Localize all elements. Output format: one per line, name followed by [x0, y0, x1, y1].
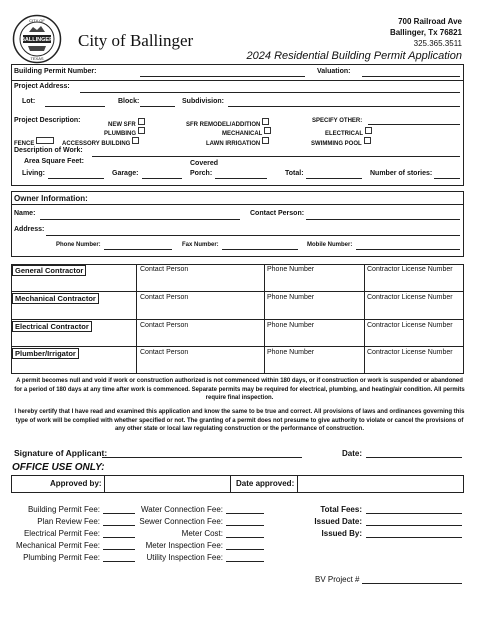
contractor-phone-header: Phone Number: [267, 266, 315, 273]
fee-label: Utility Inspection Fee:: [146, 553, 223, 562]
owner-mobile-label: Mobile Number:: [307, 242, 353, 248]
fee-label: Electrical Permit Fee:: [23, 529, 100, 538]
lawn-irrigation-checkbox[interactable]: [262, 137, 269, 144]
date-approved-label: Date approved:: [236, 479, 295, 488]
swimming-pool-checkbox[interactable]: [364, 137, 371, 144]
block-field[interactable]: [140, 106, 175, 107]
address-line-2: Ballinger, Tx 76821: [389, 28, 462, 37]
subdivision-label: Subdivision:: [182, 98, 224, 105]
bv-project-field[interactable]: [362, 583, 462, 584]
total-fees-field[interactable]: [366, 513, 462, 514]
issued-date-field[interactable]: [366, 525, 462, 526]
fee-label: Building Permit Fee:: [27, 505, 100, 514]
issued-date-label: Issued Date:: [314, 517, 362, 526]
electrical-option[interactable]: ELECTRICAL: [325, 127, 372, 137]
living-field[interactable]: [48, 178, 104, 179]
applicant-signature-label: Signature of Applicant:: [14, 448, 108, 458]
permit-number-label: Building Permit Number:: [14, 68, 97, 75]
garage-field[interactable]: [142, 178, 182, 179]
owner-name-field[interactable]: [40, 219, 240, 220]
porch-label: Porch:: [190, 170, 213, 177]
owner-fax-field[interactable]: [222, 249, 298, 250]
stories-label: Number of stories:: [370, 170, 433, 177]
city-seal-logo: [12, 14, 62, 64]
contractor-contact-header: Contact Person: [140, 322, 189, 329]
accessory-building-option[interactable]: ACCESSORY BUILDING: [62, 137, 139, 147]
swimming-pool-option[interactable]: SWIMMING POOL: [311, 137, 371, 147]
lawn-irrigation-option[interactable]: LAWN IRRIGATION: [206, 137, 269, 147]
owner-fax-label: Fax Number:: [182, 242, 219, 248]
fee-field[interactable]: [103, 549, 135, 550]
project-address-field[interactable]: [80, 92, 460, 93]
certification-notice: I hereby certify that I have read and examined this application and know the same to be true and correct. All provisions of laws and ordinances governing this type of work will be complied with whether specified or not. The granting of a permit does not presume to give authority to violate or cancel the provisions of any other state or local law regulating construction or the performance of construction.: [14, 409, 465, 432]
covered-label: Covered: [190, 160, 219, 167]
fee-field[interactable]: [226, 549, 264, 550]
area-square-feet-label: Area Square Feet:: [24, 158, 84, 165]
stories-field[interactable]: [434, 178, 460, 179]
fee-field[interactable]: [226, 513, 264, 514]
owner-contact-label: Contact Person:: [250, 210, 305, 217]
sfr-remodel-checkbox[interactable]: [262, 118, 269, 125]
electrical-checkbox[interactable]: [365, 127, 372, 134]
city-name: City of Ballinger: [78, 31, 194, 50]
owner-contact-field[interactable]: [306, 219, 460, 220]
specify-other-label: SPECIFY OTHER:: [312, 118, 363, 124]
fee-field[interactable]: [226, 525, 264, 526]
total-fees-label: Total Fees:: [320, 505, 362, 514]
fee-field[interactable]: [226, 561, 264, 562]
approved-by-label: Approved by:: [50, 479, 102, 488]
new-sfr-checkbox[interactable]: [138, 118, 145, 125]
owner-name-label: Name:: [14, 210, 36, 217]
contractor-mechanical-label: Mechanical Contractor: [12, 293, 99, 304]
owner-address-field[interactable]: [46, 235, 460, 236]
fee-field[interactable]: [103, 561, 135, 562]
lot-label: Lot:: [22, 98, 36, 105]
fee-label: Meter Inspection Fee:: [145, 541, 223, 550]
valuation-label: Valuation:: [317, 68, 351, 75]
contractor-license-header: Contractor License Number: [367, 294, 453, 301]
null-void-notice: A permit becomes null and void if work or construction authorized is not commenced within 180 days, or if construction or work is suspended or abandoned for a period of 180 days at any time after work is commenced. Separate permits may be required for electrical, plumbing, and heating/air condition. All permits require final inspection.: [14, 378, 465, 401]
valuation-field[interactable]: [362, 76, 460, 77]
description-of-work-label: Description of Work:: [14, 147, 83, 154]
contractor-general-label: General Contractor: [12, 265, 86, 276]
svg-text:BALLINGER: BALLINGER: [20, 37, 54, 44]
subdivision-field[interactable]: [228, 106, 460, 107]
fee-label: Meter Cost:: [181, 529, 223, 538]
fee-label: Mechanical Permit Fee:: [15, 541, 100, 550]
permit-number-field[interactable]: [140, 76, 305, 77]
owner-phone-field[interactable]: [104, 249, 172, 250]
fee-label: Plumbing Permit Fee:: [23, 553, 100, 562]
project-description-label: Project Description:: [14, 117, 81, 124]
plumbing-checkbox[interactable]: [138, 127, 145, 134]
fence-checkbox[interactable]: [36, 137, 54, 144]
accessory-building-checkbox[interactable]: [132, 137, 139, 144]
fence-option[interactable]: FENCE: [14, 137, 54, 147]
total-field[interactable]: [306, 178, 362, 179]
garage-label: Garage:: [112, 170, 139, 177]
fee-field[interactable]: [103, 525, 135, 526]
specify-other-field[interactable]: [368, 124, 460, 125]
contractor-plumber-label: Plumber/Irrigator: [12, 348, 79, 359]
contractor-electrical-label: Electrical Contractor: [12, 321, 92, 332]
block-label: Block:: [118, 98, 140, 105]
contractor-license-header: Contractor License Number: [367, 349, 453, 356]
contractor-contact-header: Contact Person: [140, 349, 189, 356]
signature-date-label: Date:: [342, 449, 363, 458]
owner-address-label: Address:: [14, 226, 45, 233]
mechanical-option[interactable]: MECHANICAL: [222, 127, 271, 137]
fee-label: Plan Review Fee:: [37, 517, 100, 526]
description-of-work-field[interactable]: [92, 156, 460, 157]
bv-project-label: BV Project #: [315, 575, 360, 584]
owner-info-title: Owner Information:: [14, 194, 88, 203]
project-address-label: Project Address:: [14, 83, 70, 90]
contractor-contact-header: Contact Person: [140, 266, 189, 273]
mechanical-checkbox[interactable]: [264, 127, 271, 134]
svg-text:TEXAS: TEXAS: [30, 56, 44, 61]
sfr-remodel-option[interactable]: SFR REMODEL/ADDITION: [186, 118, 269, 128]
issued-by-field[interactable]: [366, 537, 462, 538]
office-use-title: OFFICE USE ONLY:: [12, 462, 105, 473]
new-sfr-option[interactable]: NEW SFR: [108, 118, 145, 128]
address-line-1: 700 Railroad Ave: [398, 17, 462, 26]
plumbing-option[interactable]: PLUMBING: [104, 127, 145, 137]
svg-text:CITY OF: CITY OF: [29, 18, 45, 23]
owner-phone-label: Phone Number:: [56, 242, 101, 248]
form-title: 2024 Residential Building Permit Application: [246, 50, 462, 62]
lot-field[interactable]: [45, 106, 105, 107]
fee-label: Water Connection Fee:: [141, 505, 223, 514]
total-label: Total:: [285, 170, 304, 177]
issued-by-label: Issued By:: [321, 529, 362, 538]
contractor-phone-header: Phone Number: [267, 294, 315, 301]
signature-date-field[interactable]: [366, 457, 462, 458]
contractor-license-header: Contractor License Number: [367, 266, 453, 273]
fee-field[interactable]: [103, 537, 135, 538]
fee-label: Sewer Connection Fee:: [139, 517, 223, 526]
applicant-signature-field[interactable]: [102, 457, 302, 458]
porch-field[interactable]: [215, 178, 267, 179]
contractor-phone-header: Phone Number: [267, 322, 315, 329]
contractor-phone-header: Phone Number: [267, 349, 315, 356]
living-label: Living:: [22, 170, 45, 177]
phone-number: 325.365.3511: [413, 39, 462, 48]
contractor-contact-header: Contact Person: [140, 294, 189, 301]
owner-mobile-field[interactable]: [356, 249, 460, 250]
fee-field[interactable]: [226, 537, 264, 538]
fee-field[interactable]: [103, 513, 135, 514]
contractor-license-header: Contractor License Number: [367, 322, 453, 329]
